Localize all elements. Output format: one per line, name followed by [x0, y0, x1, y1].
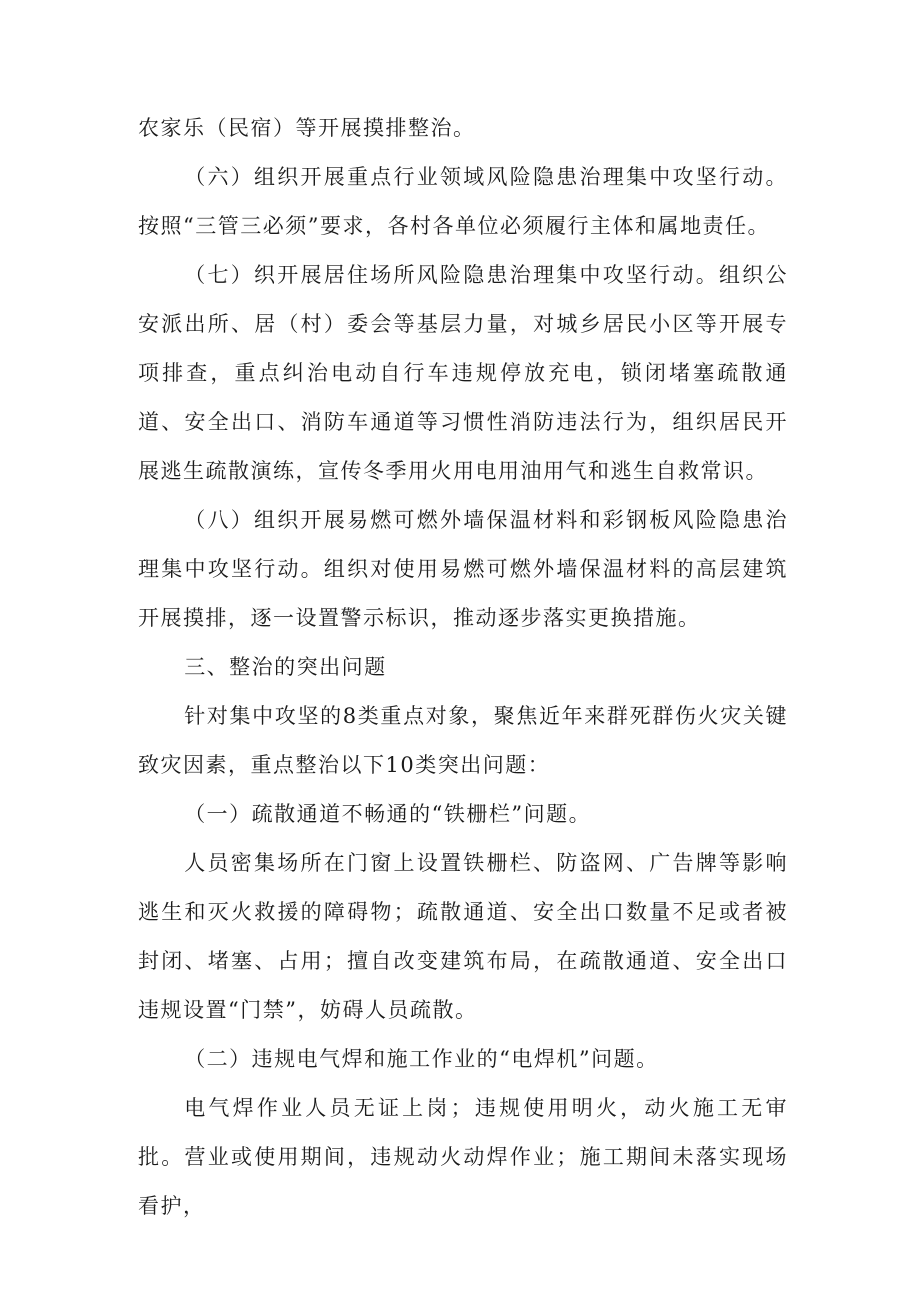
- section-heading: 三、整治的突出问题: [184, 655, 387, 679]
- paragraph: （六）组织开展重点行业领域风险隐患治理集中攻坚行动。按照“三管三必须”要求，各村各单位必须履行主体和属地责任。: [138, 165, 788, 238]
- paragraph: 针对集中攻坚的8类重点对象，聚焦近年来群死群伤火灾关键致灾因素，重点整治以下10类突出问题：: [138, 704, 788, 777]
- paragraph: 电气焊作业人员无证上岗；违规使用明火，动火施工无审批。营业或使用期间，违规动火动焊作业；施工期间未落实现场看护，: [138, 1096, 788, 1218]
- subsection-heading: （二）违规电气焊和施工作业的“电焊机”问题。: [184, 1047, 659, 1071]
- paragraph: （七）织开展居住场所风险隐患治理集中攻坚行动。组织公安派出所、居（村）委会等基层力量，对城乡居民小区等开展专项排查，重点纠治电动自行车违规停放充电，锁闭堵塞疏散通道、安全出口、消防车通道等习惯性消防违法行为，组织居民开展逃生疏散演练，宣传冬季用火用电用油用气和逃生自救常识。: [138, 263, 788, 483]
- subsection-heading: （一）疏散通道不畅通的“铁栅栏”问题。: [184, 802, 592, 826]
- paragraph: 人员密集场所在门窗上设置铁栅栏、防盗网、广告牌等影响逃生和灭火救援的障碍物；疏散通道、安全出口数量不足或者被封闭、堵塞、占用；擅自改变建筑布局，在疏散通道、安全出口违规设置“门禁”，妨碍人员疏散。: [138, 851, 788, 1022]
- document-body: [138, 104, 788, 1231]
- paragraph: （八）组织开展易燃可燃外墙保温材料和彩钢板风险隐患治理集中攻坚行动。组织对使用易燃可燃外墙保温材料的高层建筑开展摸排，逐一设置警示标识，推动逐步落实更换措施。: [138, 508, 788, 630]
- paragraph: 农家乐（民宿）等开展摸排整治。: [138, 116, 476, 140]
